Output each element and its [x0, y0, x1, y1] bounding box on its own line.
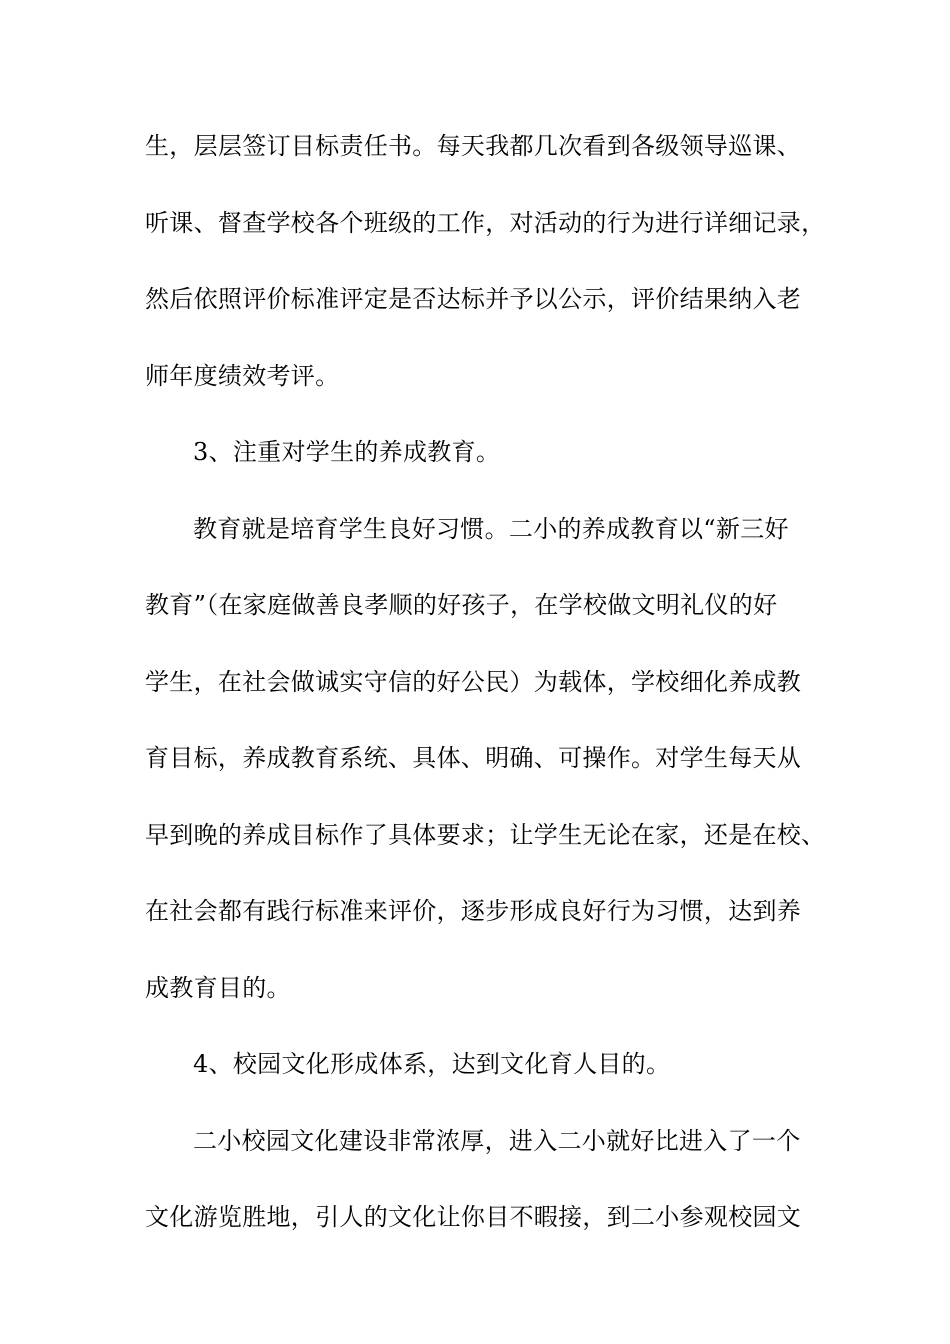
- paragraph-start: 教育就是培育学生良好习惯。二小的养成教育以“新三好: [193, 514, 789, 543]
- text-line: 成教育目的。: [145, 973, 291, 1002]
- text-line: 听课、督查学校各个班级的工作，对活动的行为进行详细记录，: [145, 208, 826, 237]
- text-line: 生，层层签订目标责任书。每天我都几次看到各级领导巡课、: [145, 132, 802, 160]
- body-text: [145, 128, 825, 1276]
- text-line: 学生，在社会做诚实守信的好公民）为载体，学校细化养成教: [145, 667, 802, 696]
- text-line: 早到晚的养成目标作了具体要求；让学生无论在家，还是在校、: [145, 820, 826, 849]
- paragraph-start: 二小校园文化建设非常浓厚，进入二小就好比进入了一个: [193, 1126, 801, 1155]
- text-line: 育目标，养成教育系统、具体、明确、可操作。对学生每天从: [145, 744, 802, 772]
- section-heading-3: 3、注重对学生的养成教育。: [193, 438, 501, 466]
- text-line: 在社会都有践行标准来评价，逐步形成良好行为习惯，达到养: [145, 897, 802, 925]
- text-line: 文化游览胜地，引人的文化让你目不暇接，到二小参观校园文: [145, 1203, 802, 1231]
- text-line: 教育”（在家庭做善良孝顺的好孩子，在学校做文明礼仪的好: [145, 591, 778, 619]
- text-line: 然后依照评价标准评定是否达标并予以公示，评价结果纳入老: [145, 285, 802, 313]
- text-line: 师年度绩效考评。: [145, 361, 340, 390]
- section-heading-4: 4、校园文化形成体系，达到文化育人目的。: [193, 1050, 671, 1078]
